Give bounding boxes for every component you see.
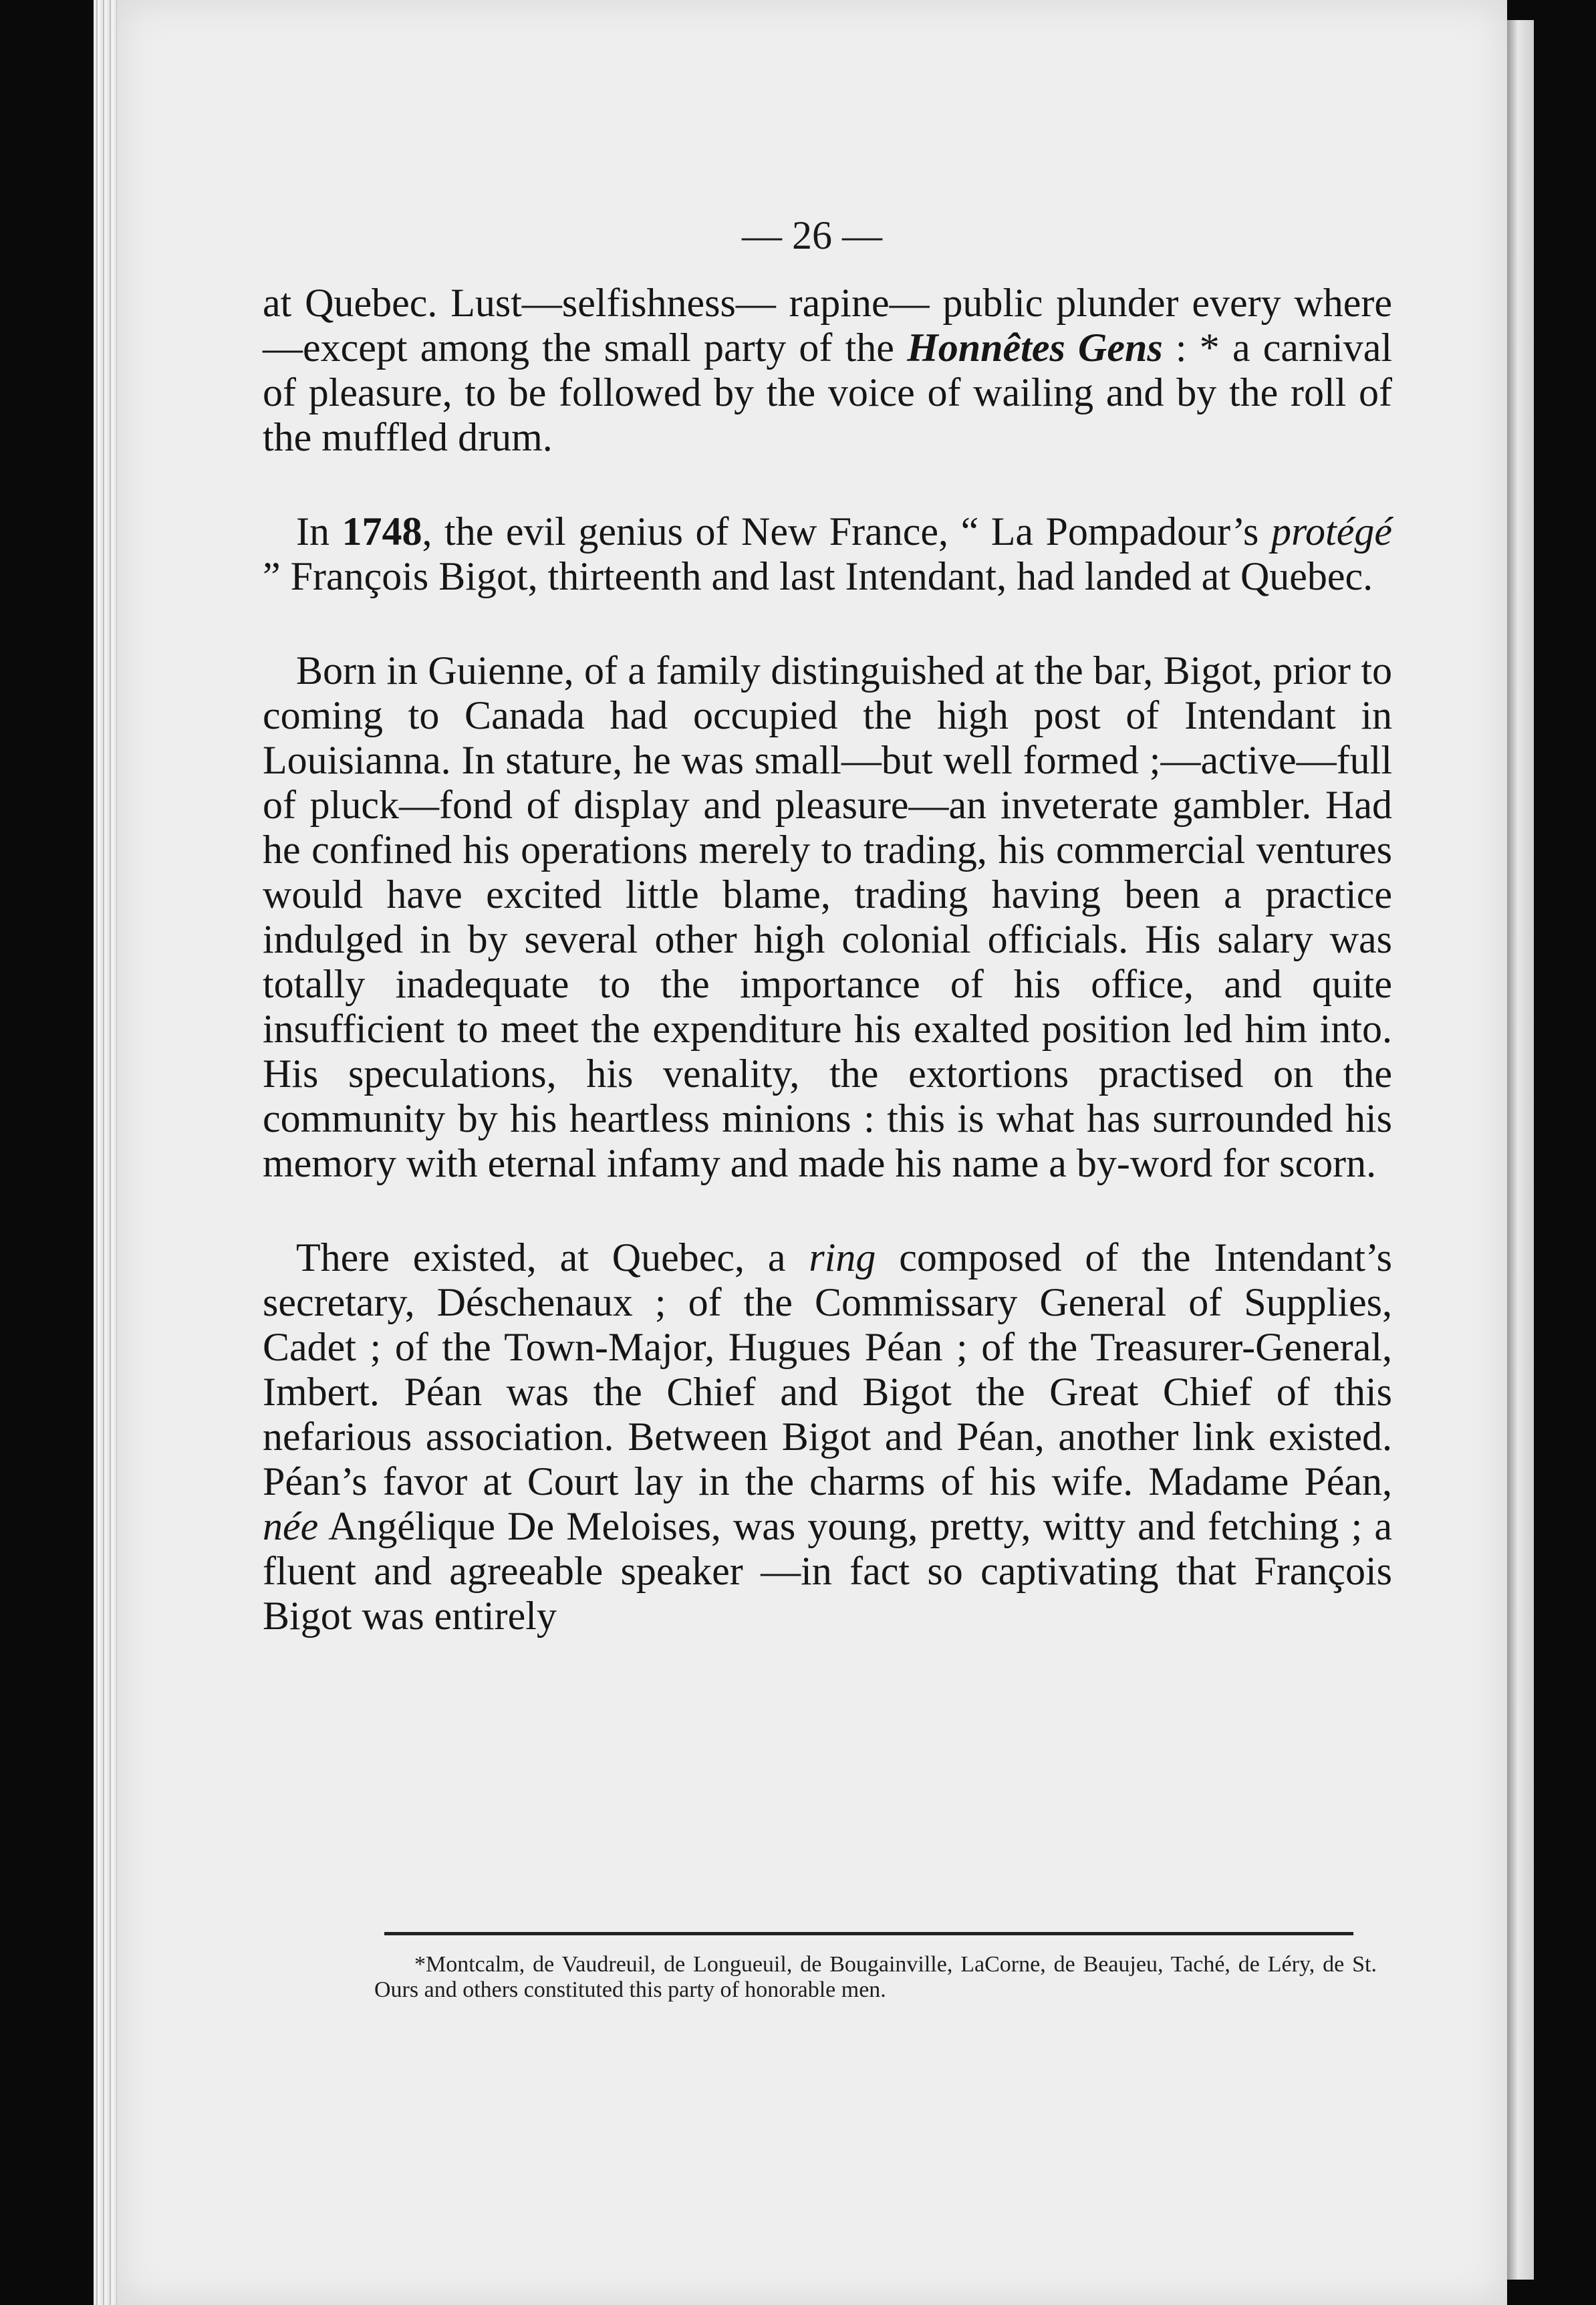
paragraph-1: at Quebec. Lust—selfishness— rapine— public plunder every where—except among the small party of the Honnêtes Gens : * a carnival of pleasure, to be followed by the voice of wailing and by the roll of the muffled drum.	[263, 281, 1393, 459]
paragraph-3: Born in Guienne, of a family distinguished at the bar, Bigot, prior to coming to Canada had occupied the high post of Intendant in Louisianna. In stature, he was small—but well formed ;—active—full of pluck—fond of display and pleasure—an inveterate gambler. Had he confined his operations merely to trading, his commercial ventures would have excited little blame, trading having been a practice indulged in by several other high colonial officials. His salary was totally inadequate to the importance of his office, and quite insufficient to meet the expenditure his exalted position led him into. His speculations, his venality, the extortions practised on the community by his heartless minions : this is what has surrounded his memory with eternal infamy and made his name a by-word for scorn.	[263, 648, 1392, 1185]
paragraph-4: There existed, at Quebec, a ring composed of the Intendant’s secretary, Déschenaux ; of the Commissary General of Supplies, Cadet ; of the Town-Major, Hugues Péan ; of the Treasurer-General, Imbert. Péan was the Chief and Bigot the Great Chief of this nefarious association. Between Bigot and Péan, another link existed. Péan’s favor at Court lay in the charms of his wife. Madame Péan, née Angélique De Meloises, was young, pretty, witty and fetching ; a fluent and agreeable speaker —in fact so captivating that François Bigot was entirely	[263, 1235, 1393, 1638]
body-text	[263, 281, 1392, 1639]
page-number: — 26 —	[742, 213, 882, 257]
paragraph-2: In 1748, the evil genius of New France, “ La Pompadour’s protégé ” François Bigot, thirteenth and last Intendant, had landed at Quebec.	[263, 509, 1392, 598]
footnote: *Montcalm, de Vaudreuil, de Longueuil, de Bougainville, LaCorne, de Beaujeu, Taché, de Léry, de St. Ours and others constituted this party of honorable men.	[374, 1952, 1377, 2002]
book-right-edge	[1507, 20, 1534, 2280]
footnote-rule	[384, 1932, 1353, 1935]
book-page-edges	[94, 0, 120, 2305]
